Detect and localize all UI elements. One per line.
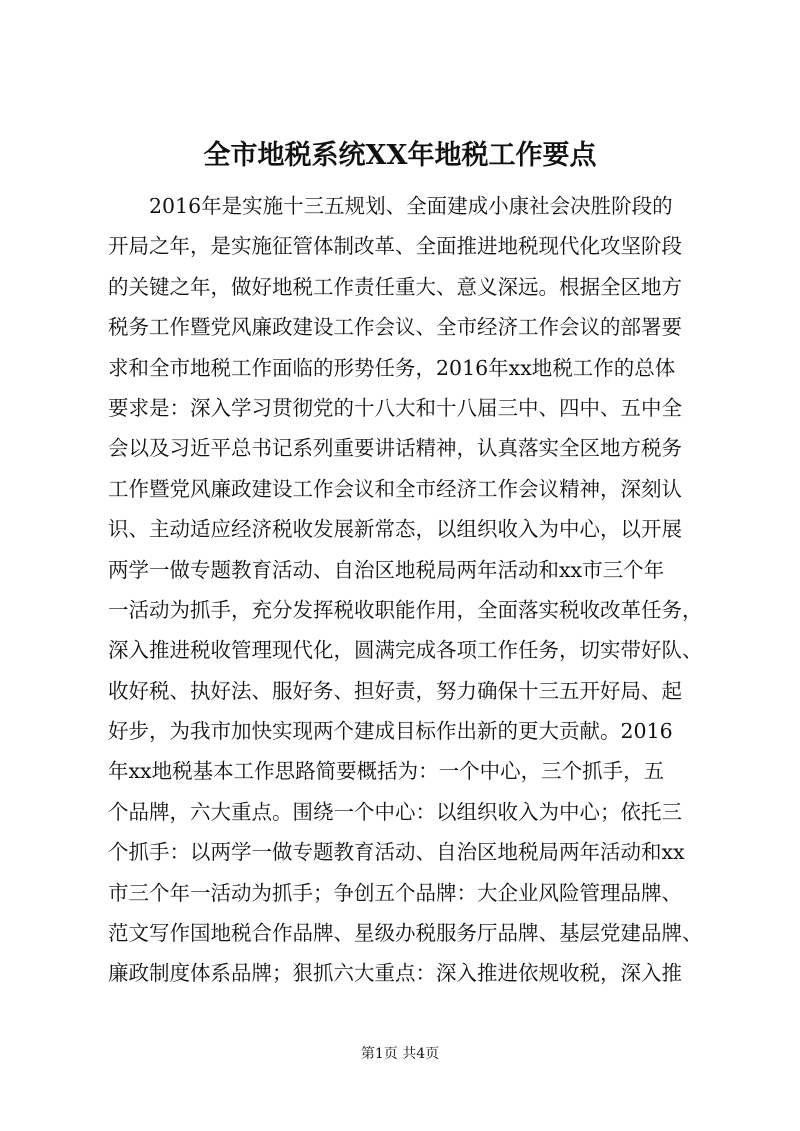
body-line: 2016年是实施十三五规划、全面建成小康社会决胜阶段的 xyxy=(149,194,673,218)
body-line: 个品牌，六大重点。围绕一个中心：以组织收入为中心；依托三 xyxy=(108,799,682,824)
body-line: 一活动为抓手，充分发挥税收职能作用，全面落实税收改革任务， xyxy=(108,597,703,622)
body-line: 深入推进税收管理现代化，圆满完成各项工作任务，切实带好队、 xyxy=(108,638,703,663)
document-title: 全市地税系统XX年地税工作要点 xyxy=(203,140,597,171)
body-line: 市三个年一活动为抓手；争创五个品牌：大企业风险管理品牌、 xyxy=(108,880,682,905)
body-line: 求和全市地税工作面临的形势任务，2016年xx地税工作的总体 xyxy=(108,355,676,380)
body-line: 好步，为我市加快实现两个建成目标作出新的更大贡献。2016 xyxy=(108,719,673,744)
document-body xyxy=(108,186,708,994)
body-line: 识、主动适应经济税收发展新常态，以组织收入为中心，以开展 xyxy=(108,517,682,542)
body-line: 税务工作暨党风廉政建设工作会议、全市经济工作会议的部署要 xyxy=(108,315,682,340)
body-line: 工作暨党风廉政建设工作会议和全市经济工作会议精神，深刻认 xyxy=(108,476,682,501)
body-line: 廉政制度体系品牌；狠抓六大重点：深入推进依规收税，深入推 xyxy=(108,961,682,986)
body-line: 的关键之年，做好地税工作责任重大、意义深远。根据全区地方 xyxy=(108,274,682,299)
body-line: 收好税、执好法、服好务、担好责，努力确保十三五开好局、起 xyxy=(108,678,682,703)
body-line: 个抓手：以两学一做专题教育活动、自治区地税局两年活动和xx xyxy=(108,840,685,865)
body-line: 两学一做专题教育活动、自治区地税局两年活动和xx市三个年 xyxy=(108,557,665,582)
page-number: 第1页 共4页 xyxy=(360,1046,440,1062)
body-line: 开局之年，是实施征管体制改革、全面推进地税现代化攻坚阶段 xyxy=(108,234,682,259)
body-line: 范文写作国地税合作品牌、星级办税服务厅品牌、基层党建品牌、 xyxy=(108,921,703,946)
body-line: 会以及习近平总书记系列重要讲话精神，认真落实全区地方税务 xyxy=(108,436,682,461)
body-line: 要求是：深入学习贯彻党的十八大和十八届三中、四中、五中全 xyxy=(108,395,682,420)
body-line: 年xx地税基本工作思路简要概括为：一个中心，三个抓手，五 xyxy=(108,759,665,784)
